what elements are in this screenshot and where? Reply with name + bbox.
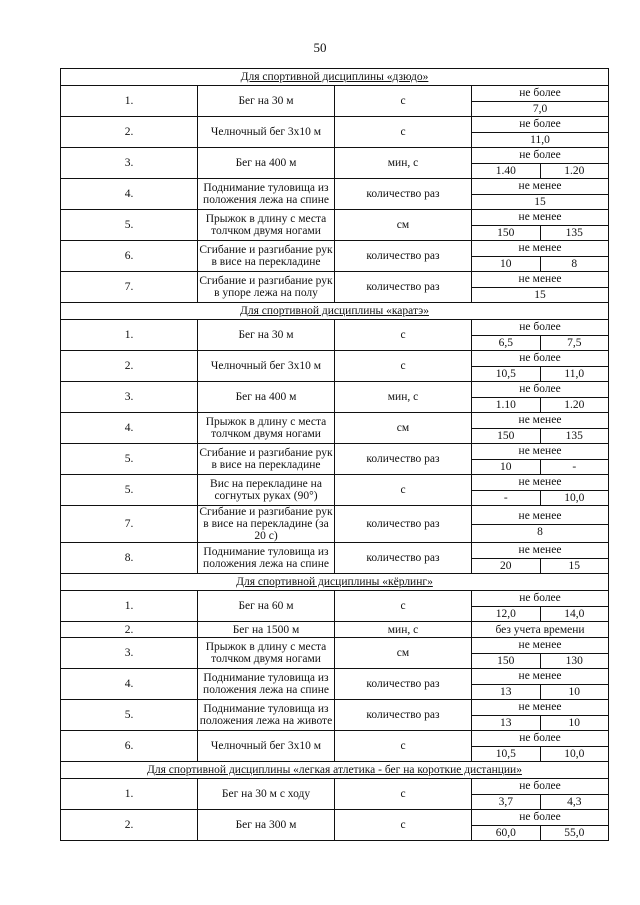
unit-of-measure: с xyxy=(335,731,472,762)
standard-values xyxy=(472,429,608,443)
standard-value: 4,3 xyxy=(567,796,582,808)
standard-block xyxy=(472,413,608,443)
standard-header: не менее xyxy=(472,210,608,226)
standard-header: не более xyxy=(472,731,608,747)
standard-value: 11,0 xyxy=(564,368,585,380)
standard-block xyxy=(472,591,608,621)
row-number: 2. xyxy=(61,117,198,148)
standard-values xyxy=(472,747,608,761)
standard-cell xyxy=(472,731,609,762)
standard-header: не менее xyxy=(472,413,608,429)
unit-of-measure: количество раз xyxy=(335,543,472,574)
standard-cell xyxy=(472,475,609,506)
standard-value: 11,0 xyxy=(530,134,550,146)
standard-value: 6,5 xyxy=(472,336,541,350)
unit-of-measure: с xyxy=(335,117,472,148)
standard-value: - xyxy=(572,461,577,473)
standard-block xyxy=(472,382,608,412)
exercise-name: Бег на 400 м xyxy=(198,148,335,179)
standard-value: 10,5 xyxy=(472,747,541,761)
standard-value: 10 xyxy=(472,460,541,474)
table-row xyxy=(61,210,609,241)
standard-value: 10,5 xyxy=(472,367,541,381)
standard-block xyxy=(472,351,608,381)
exercise-name: Челночный бег 3х10 м xyxy=(198,731,335,762)
exercise-name: Сгибание и разгибание рук в висе на перекладине xyxy=(198,241,335,272)
unit-of-measure: с xyxy=(335,86,472,117)
unit-of-measure: см xyxy=(335,210,472,241)
unit-of-measure: с xyxy=(335,591,472,622)
standard-block xyxy=(472,272,608,302)
row-number: 2. xyxy=(61,810,198,841)
section-title: Для спортивной дисциплины «дзюдо» xyxy=(61,69,609,86)
standard-values xyxy=(472,654,608,668)
unit-of-measure: с xyxy=(335,320,472,351)
standard-cell xyxy=(472,444,609,475)
standard-header: не более xyxy=(472,148,608,164)
standard-cell xyxy=(472,413,609,444)
row-number: 5. xyxy=(61,210,198,241)
exercise-name: Поднимание туловища из положения лежа на спине xyxy=(198,179,335,210)
table-row xyxy=(61,413,609,444)
unit-of-measure: количество раз xyxy=(335,241,472,272)
exercise-name: Поднимание туловища из положения лежа на животе xyxy=(198,700,335,731)
standard-value: 12,0 xyxy=(472,607,541,621)
exercise-name: Прыжок в длину с места толчком двумя ногами xyxy=(198,210,335,241)
standard-header: не менее xyxy=(472,241,608,257)
section-title: Для спортивной дисциплины «легкая атлетика - бег на короткие дистанции» xyxy=(61,762,609,779)
standard-value: 1.20 xyxy=(564,399,585,411)
standard-cell xyxy=(472,622,609,638)
row-number: 2. xyxy=(61,622,198,638)
standard-values xyxy=(472,164,608,178)
standard-cell xyxy=(472,506,609,543)
standard-cell xyxy=(472,591,609,622)
table-row xyxy=(61,179,609,210)
row-number: 1. xyxy=(61,779,198,810)
standard-values xyxy=(472,336,608,350)
exercise-name: Бег на 1500 м xyxy=(198,622,335,638)
standard-header: не более xyxy=(472,86,608,102)
unit-of-measure: количество раз xyxy=(335,506,472,543)
standard-header: не более xyxy=(472,320,608,336)
standard-values xyxy=(472,685,608,699)
exercise-name: Сгибание и разгибание рук в висе на перекладине (за 20 с) xyxy=(199,506,333,542)
table-row xyxy=(61,241,609,272)
table-row xyxy=(61,444,609,475)
row-number: 8. xyxy=(61,543,198,574)
unit-of-measure: с xyxy=(335,475,472,506)
standard-block xyxy=(472,475,608,505)
standard-cell xyxy=(472,117,609,148)
standard-values xyxy=(472,795,608,809)
standard-value: 55,0 xyxy=(564,827,585,839)
table-row xyxy=(61,506,609,543)
exercise-name: Бег на 300 м xyxy=(198,810,335,841)
exercise-name: Прыжок в длину с места толчком двумя ногами xyxy=(198,638,335,669)
standard-header: не менее xyxy=(472,475,608,491)
section-header-row xyxy=(61,762,609,779)
standard-header: не более xyxy=(472,351,608,367)
row-number: 4. xyxy=(61,413,198,444)
standard-cell xyxy=(472,241,609,272)
table-row xyxy=(61,475,609,506)
standard-value: 130 xyxy=(565,655,583,667)
table-row xyxy=(61,543,609,574)
standard-header: не более xyxy=(472,779,608,795)
standard-block xyxy=(472,810,608,840)
standard-value: 10,0 xyxy=(564,748,585,760)
row-number: 5. xyxy=(61,700,198,731)
section-title: Для спортивной дисциплины «кёрлинг» xyxy=(61,574,609,591)
standard-values xyxy=(472,491,608,505)
unit-of-measure: количество раз xyxy=(335,272,472,303)
unit-of-measure: см xyxy=(335,413,472,444)
standard-values xyxy=(472,559,608,573)
unit-of-measure: с xyxy=(335,779,472,810)
standard-values xyxy=(472,226,608,240)
standard-value: 150 xyxy=(472,654,541,668)
standard-block xyxy=(472,241,608,271)
standard-values xyxy=(472,367,608,381)
standard-value: 150 xyxy=(472,226,541,240)
standard-cell xyxy=(472,272,609,303)
exercise-name: Сгибание и разгибание рук в упоре лежа на полу xyxy=(198,272,335,303)
unit-of-measure: количество раз xyxy=(335,179,472,210)
standard-values xyxy=(472,525,608,539)
exercise-name: Сгибание и разгибание рук в висе на перекладине xyxy=(198,444,335,475)
row-number: 1. xyxy=(61,320,198,351)
standard-block xyxy=(472,779,608,809)
standard-block xyxy=(472,669,608,699)
standard-block xyxy=(472,210,608,240)
standard-value: 8 xyxy=(537,526,543,538)
standard-value: 13 xyxy=(472,716,541,730)
standard-header: не менее xyxy=(472,638,608,654)
table-row xyxy=(61,86,609,117)
standard-value: 8 xyxy=(571,258,578,270)
standard-value: 3,7 xyxy=(472,795,541,809)
unit-of-measure: см xyxy=(335,638,472,669)
standard-values xyxy=(472,398,608,412)
standard-header: не менее xyxy=(472,700,608,716)
table-row xyxy=(61,272,609,303)
row-number: 7. xyxy=(61,272,198,303)
standard-value: 14,0 xyxy=(564,608,585,620)
standard-values xyxy=(472,195,608,209)
standard-values xyxy=(472,133,608,147)
standard-header: не менее xyxy=(472,669,608,685)
standard-value: 13 xyxy=(472,685,541,699)
section-title: Для спортивной дисциплины «каратэ» xyxy=(61,303,609,320)
standard-block xyxy=(472,117,608,147)
standard-value: 1.10 xyxy=(472,398,541,412)
table-row xyxy=(61,700,609,731)
standard-cell xyxy=(472,210,609,241)
unit-of-measure: количество раз xyxy=(335,669,472,700)
standard-values xyxy=(472,257,608,271)
exercise-name: Бег на 60 м xyxy=(198,591,335,622)
standard-value: - xyxy=(472,491,541,505)
standard-block xyxy=(472,700,608,730)
standard-cell xyxy=(472,148,609,179)
standard-cell xyxy=(472,638,609,669)
standard-cell xyxy=(472,86,609,117)
exercise-name: Прыжок в длину с места толчком двумя ногами xyxy=(198,413,335,444)
exercise-name: Челночный бег 3х10 м xyxy=(198,351,335,382)
standard-header: не более xyxy=(472,810,608,826)
standard-cell xyxy=(472,810,609,841)
table-row xyxy=(61,669,609,700)
standard-value: 135 xyxy=(565,430,583,442)
unit-of-measure: мин, с xyxy=(335,148,472,179)
standard-header: не менее xyxy=(472,272,608,288)
standard-block xyxy=(472,148,608,178)
unit-of-measure: с xyxy=(335,351,472,382)
standard-values xyxy=(472,716,608,730)
standard-header: не менее xyxy=(472,509,608,525)
unit-of-measure: мин, с xyxy=(335,382,472,413)
row-number: 3. xyxy=(61,638,198,669)
standard-value: 10 xyxy=(472,257,541,271)
row-number: 6. xyxy=(61,241,198,272)
standard-value: 1.40 xyxy=(472,164,541,178)
exercise-name: Поднимание туловища из положения лежа на спине xyxy=(198,543,335,574)
standard-block xyxy=(472,543,608,573)
exercise-name: Вис на перекладине на согнутых руках (90°) xyxy=(198,475,335,506)
table-row xyxy=(61,638,609,669)
unit-of-measure: с xyxy=(335,810,472,841)
row-number: 1. xyxy=(61,86,198,117)
standard-note: без учета времени xyxy=(495,623,585,636)
unit-of-measure: мин, с xyxy=(335,622,472,638)
table-row xyxy=(61,351,609,382)
standard-values xyxy=(472,102,608,116)
standard-header: не более xyxy=(472,117,608,133)
row-number: 4. xyxy=(61,179,198,210)
exercise-name: Бег на 30 м xyxy=(198,86,335,117)
standard-values xyxy=(472,460,608,474)
standard-value: 7,0 xyxy=(532,103,548,115)
standard-header: не более xyxy=(472,591,608,607)
standard-value: 15 xyxy=(534,289,546,301)
standard-header: не менее xyxy=(472,444,608,460)
unit-of-measure: количество раз xyxy=(335,700,472,731)
standard-block xyxy=(472,731,608,761)
standard-cell xyxy=(472,320,609,351)
standard-header: не менее xyxy=(472,179,608,195)
standard-value: 7,5 xyxy=(567,337,582,349)
row-number: 1. xyxy=(61,591,198,622)
standard-value: 20 xyxy=(472,559,541,573)
standard-block xyxy=(472,86,608,116)
unit-of-measure: количество раз xyxy=(335,444,472,475)
standard-value: 15 xyxy=(534,196,546,208)
row-number: 7. xyxy=(61,506,198,543)
row-number: 5. xyxy=(61,444,198,475)
table-row xyxy=(61,731,609,762)
section-header-row xyxy=(61,574,609,591)
table-row xyxy=(61,622,609,638)
exercise-name: Поднимание туловища из положения лежа на спине xyxy=(198,669,335,700)
row-number: 3. xyxy=(61,148,198,179)
table-row xyxy=(61,117,609,148)
standard-block xyxy=(472,179,608,209)
table-row xyxy=(61,148,609,179)
standard-block xyxy=(472,320,608,350)
standard-cell xyxy=(472,700,609,731)
exercise-name: Бег на 30 м xyxy=(198,320,335,351)
standard-value: 15 xyxy=(568,560,580,572)
standard-values xyxy=(472,607,608,621)
standard-block xyxy=(472,444,608,474)
table-row xyxy=(61,591,609,622)
standard-header: не более xyxy=(472,382,608,398)
exercise-name: Бег на 400 м xyxy=(198,382,335,413)
standard-block xyxy=(472,638,608,668)
standard-value: 10,0 xyxy=(564,492,585,504)
standard-value: 10 xyxy=(568,717,580,729)
standard-value: 150 xyxy=(472,429,541,443)
table-row xyxy=(61,810,609,841)
row-number: 5. xyxy=(61,475,198,506)
section-header-row xyxy=(61,303,609,320)
standard-values xyxy=(472,826,608,840)
section-header-row xyxy=(61,69,609,86)
page-number: 50 xyxy=(313,40,327,55)
standard-block xyxy=(472,509,608,539)
row-number: 4. xyxy=(61,669,198,700)
row-number: 3. xyxy=(61,382,198,413)
row-number: 6. xyxy=(61,731,198,762)
standard-values xyxy=(472,288,608,302)
standard-header: не менее xyxy=(472,543,608,559)
standard-cell xyxy=(472,543,609,574)
standard-value: 135 xyxy=(565,227,583,239)
standard-cell xyxy=(472,779,609,810)
standard-value: 10 xyxy=(568,686,580,698)
standard-cell xyxy=(472,351,609,382)
standards-table xyxy=(60,68,609,841)
standard-value: 60,0 xyxy=(472,826,541,840)
standard-cell xyxy=(472,179,609,210)
table-row xyxy=(61,779,609,810)
standard-cell xyxy=(472,382,609,413)
standard-value: 1.20 xyxy=(564,165,585,177)
exercise-name: Челночный бег 3х10 м xyxy=(198,117,335,148)
table-row xyxy=(61,320,609,351)
standard-cell xyxy=(472,669,609,700)
row-number: 2. xyxy=(61,351,198,382)
table-row xyxy=(61,382,609,413)
exercise-name: Бег на 30 м с ходу xyxy=(198,779,335,810)
